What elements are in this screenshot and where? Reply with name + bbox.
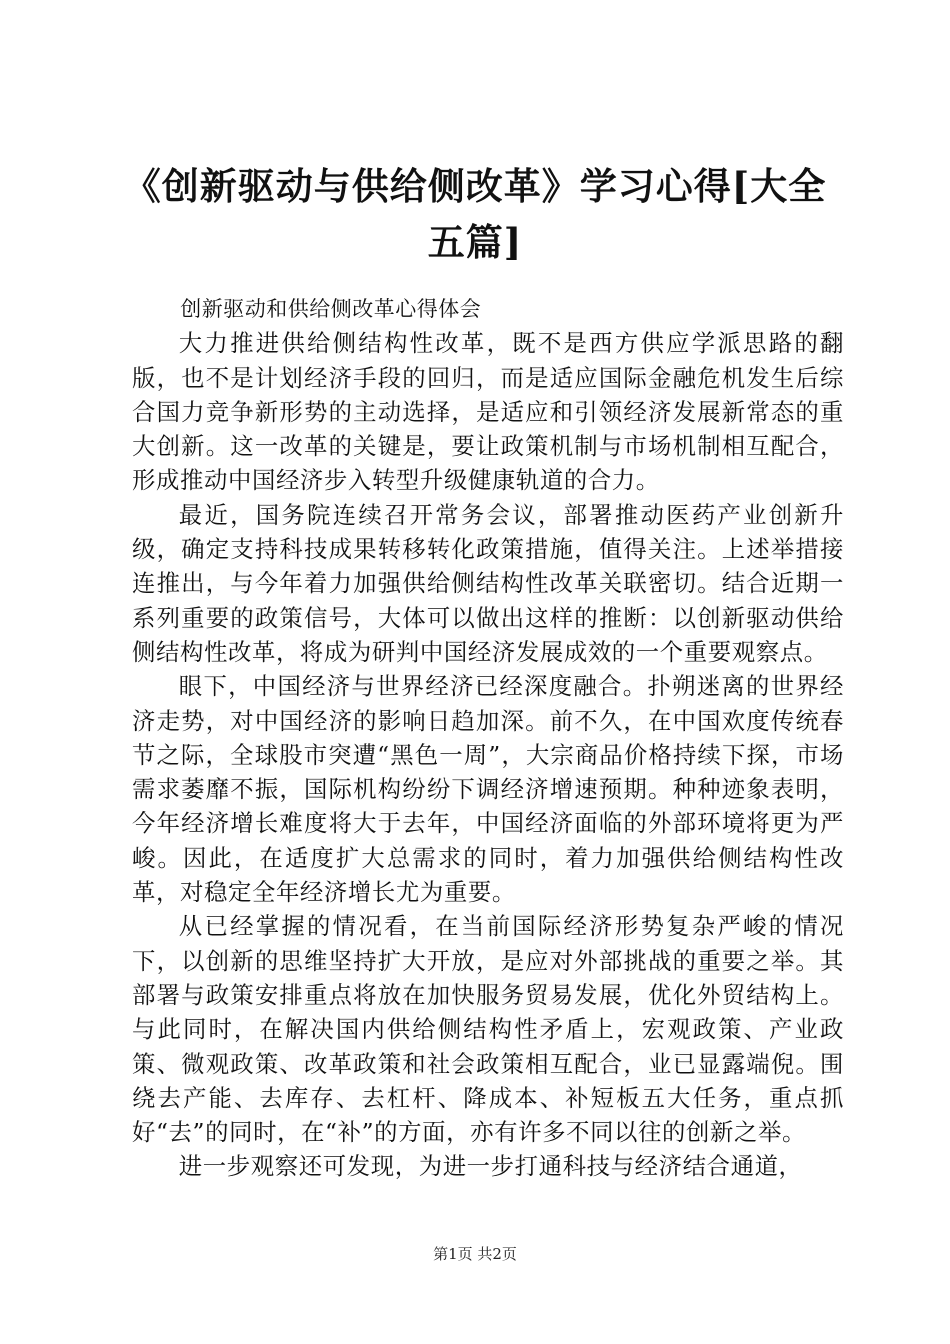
document-subtitle: 创新驱动和供给侧改革心得体会 bbox=[180, 297, 482, 321]
document-body bbox=[132, 292, 844, 1184]
paragraph-3: 眼下，中国经济与世界经济已经深度融合。扑朔迷离的世界经济走势，对中国经济的影响日趋加深。前不久，在中国欢度传统春节之际，全球股市突遭“黑色一周”，大宗商品价格持续下探，市场需求萎靡不振，国际机构纷纷下调经济增速预期。种种迹象表明，今年经济增长难度将大于去年，中国经济面临的外部环境将更为严峻。因此，在适度扩大总需求的同时，着力加强供给侧结构性改革，对稳定全年经济增长尤为重要。 bbox=[132, 672, 844, 907]
document-title: 《创新驱动与供给侧改革》学习心得[大全五篇] bbox=[123, 164, 827, 264]
paragraph-5: 进一步观察还可发现，为进一步打通科技与经济结合通道， bbox=[178, 1152, 803, 1181]
paragraph-2: 最近，国务院连续召开常务会议，部署推动医药产业创新升级，确定支持科技成果转移转化政策措施，值得关注。上述举措接连推出，与今年着力加强供给侧结构性改革关联密切。结合近期一系列重要的政策信号，大体可以做出这样的推断：以创新驱动供给侧结构性改革，将成为研判中国经济发展成效的一个重要观察点。 bbox=[132, 500, 844, 666]
paragraph-1: 大力推进供给侧结构性改革，既不是西方供应学派思路的翻版，也不是计划经济手段的回归，而是适应国际金融危机发生后综合国力竞争新形势的主动选择，是适应和引领经济发展新常态的重大创新。这一改革的关键是，要让政策机制与市场机制相互配合，形成推动中国经济步入转型升级健康轨道的合力。 bbox=[132, 329, 844, 495]
paragraph-4: 从已经掌握的情况看，在当前国际经济形势复杂严峻的情况下，以创新的思维坚持扩大开放，是应对外部挑战的重要之举。其部署与政策安排重点将放在加快服务贸易发展，优化外贸结构上。与此同时，在解决国内供给侧结构性矛盾上，宏观政策、产业政策、微观政策、改革政策和社会政策相互配合，业已显露端倪。围绕去产能、去库存、去杠杆、降成本、补短板五大任务，重点抓好“去”的同时，在“补”的方面，亦有许多不同以往的创新之举。 bbox=[132, 912, 844, 1147]
page-footer: 第1页 共2页 bbox=[433, 1245, 517, 1263]
